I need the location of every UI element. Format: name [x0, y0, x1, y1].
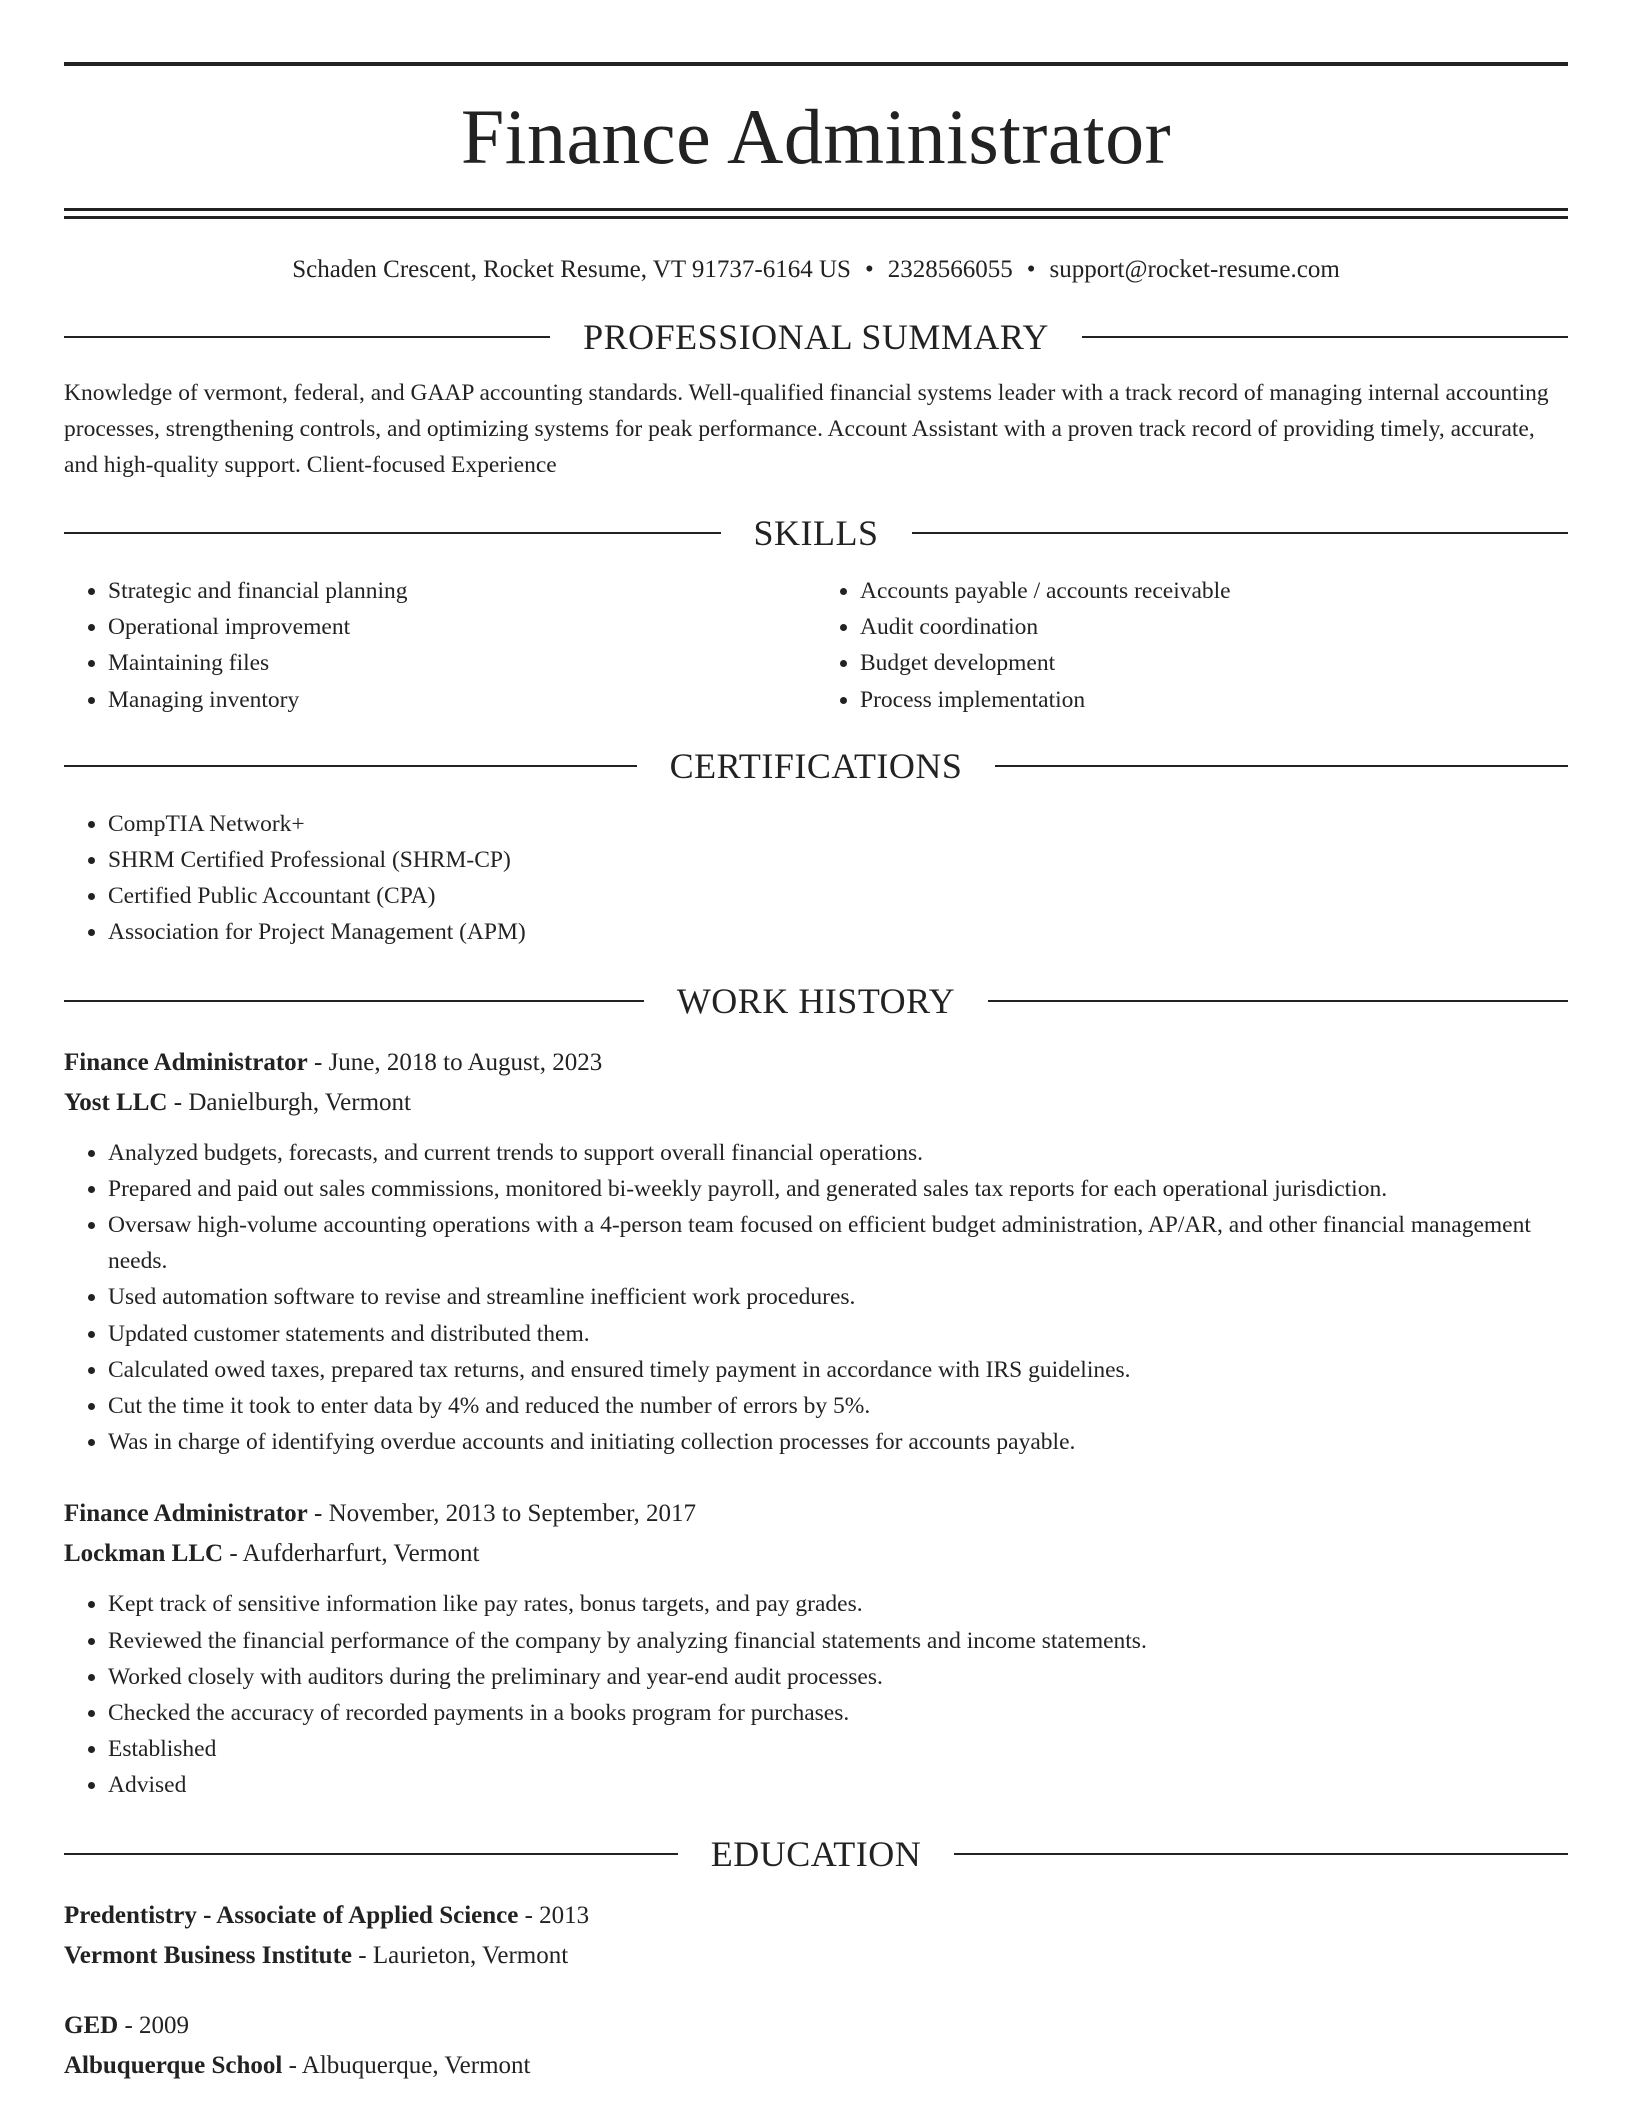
contact-email: support@rocket-resume.com: [1049, 256, 1340, 283]
skills-column-right: [816, 573, 1568, 718]
contact-address: Schaden Crescent, Rocket Resume, VT 91737-6164 US: [292, 256, 851, 283]
job-company-line: [64, 1083, 1568, 1123]
education-school-line: [64, 2046, 1568, 2086]
contact-line: [64, 255, 1568, 285]
education-entry: [64, 2006, 1568, 2086]
job-entry: [64, 1494, 1568, 1574]
list-item: • Advised: [108, 1767, 1568, 1803]
education-degree-line: [64, 2006, 1568, 2046]
list-item: • Operational improvement: [108, 609, 816, 645]
job-title: Finance Administrator: [64, 1500, 308, 1528]
section-title: WORK HISTORY: [676, 980, 956, 1021]
education-year: - 2013: [518, 1901, 590, 1929]
list-item: • Reviewed the financial performance of the company by analyzing financial statements and income statements.: [108, 1623, 1568, 1659]
list-item: • Process implementation: [860, 682, 1568, 718]
skills-list: [64, 573, 1568, 718]
section-heading-summary: [64, 319, 1568, 355]
heading-rule: [64, 336, 550, 338]
job-location: - Aufderharfurt, Vermont: [223, 1540, 480, 1568]
list-item: • Maintaining files: [108, 645, 816, 681]
heading-rule: [1082, 336, 1568, 338]
job-dates: - June, 2018 to August, 2023: [307, 1048, 603, 1076]
education-entry: [64, 1896, 1568, 1976]
list-item: • Established: [108, 1731, 1568, 1767]
education-school: Vermont Business Institute: [64, 1941, 353, 1969]
section-title: SKILLS: [753, 513, 879, 553]
heading-rule: [995, 765, 1568, 767]
heading-rule: [988, 1000, 1568, 1002]
list-item: • Accounts payable / accounts receivable: [860, 573, 1568, 609]
job-bullets: [64, 1586, 1568, 1803]
contact-phone: 2328566055: [887, 256, 1013, 283]
heading-rule: [64, 1000, 644, 1002]
job-company-line: [64, 1534, 1568, 1574]
list-item: • Cut the time it took to enter data by 4% and reduced the number of errors by 5%.: [108, 1388, 1568, 1424]
skills-column-left: [64, 573, 816, 718]
list-item: • Calculated owed taxes, prepared tax returns, and ensured timely payment in accordance with IRS guidelines.: [108, 1352, 1568, 1388]
list-item: • Used automation software to revise and streamline inefficient work procedures.: [108, 1279, 1568, 1315]
job-bullets: [64, 1135, 1568, 1461]
job-location: - Danielburgh, Vermont: [167, 1088, 411, 1116]
list-item: • Certified Public Accountant (CPA): [108, 878, 1568, 914]
list-item: • Managing inventory: [108, 682, 816, 718]
summary-text: Knowledge of vermont, federal, and GAAP accounting standards. Well-qualified financial systems leader with a track record of managing internal accounting processes, strengthening controls, and optimizing systems for peak performance. Account Assistant with a proven track record of providing timely, accurate, and high-quality support. Client-focused Experience: [64, 380, 1549, 478]
education-degree: GED: [64, 2011, 119, 2039]
list-item: • Checked the accuracy of recorded payments in a books program for purchases.: [108, 1695, 1568, 1731]
job-title: Finance Administrator: [64, 1048, 308, 1076]
list-item: • Audit coordination: [860, 609, 1568, 645]
job-title-line: [64, 1494, 1568, 1534]
heading-rule: [64, 532, 721, 534]
list-item: • Analyzed budgets, forecasts, and current trends to support overall financial operations.: [108, 1135, 1568, 1171]
education-school-line: [64, 1936, 1568, 1976]
section-heading-education: [64, 1833, 1568, 1874]
education-year: - 2009: [118, 2011, 190, 2039]
list-item: • Was in charge of identifying overdue accounts and initiating collection processes for accounts payable.: [108, 1424, 1568, 1460]
list-item: • Strategic and financial planning: [108, 573, 816, 609]
section-heading-work-history: [64, 980, 1568, 1021]
heading-rule: [954, 1853, 1568, 1855]
heading-rule: [64, 1853, 678, 1855]
list-item: • Budget development: [860, 645, 1568, 681]
job-company: Lockman LLC: [64, 1540, 224, 1568]
list-item: • CompTIA Network+: [108, 806, 1568, 842]
section-title: EDUCATION: [710, 1833, 922, 1874]
heading-rule: [64, 765, 637, 767]
double-rule: [64, 208, 1568, 219]
education-school: Albuquerque School: [64, 2051, 283, 2079]
section-title: PROFESSIONAL SUMMARY: [583, 317, 1049, 357]
list-item: • Oversaw high-volume accounting operations with a 4-person team focused on efficient budget administration, AP/AR, and other financial management needs.: [108, 1207, 1568, 1279]
top-rule: [64, 62, 1568, 66]
contact-separator: •: [1026, 256, 1036, 283]
job-title-line: [64, 1043, 1568, 1083]
list-item: • Kept track of sensitive information like pay rates, bonus targets, and pay grades.: [108, 1586, 1568, 1622]
section-heading-certifications: [64, 745, 1568, 786]
job-company: Yost LLC: [64, 1088, 168, 1116]
list-item: • Prepared and paid out sales commissions, monitored bi-weekly payroll, and generated sales tax reports for each operational jurisdiction.: [108, 1171, 1568, 1207]
list-item: • Worked closely with auditors during the preliminary and year-end audit processes.: [108, 1659, 1568, 1695]
job-dates: - November, 2013 to September, 2017: [307, 1500, 696, 1528]
education-location: - Albuquerque, Vermont: [282, 2051, 531, 2079]
candidate-name: Finance Administrator: [460, 93, 1172, 180]
certifications-list: [64, 806, 1568, 951]
list-item: • SHRM Certified Professional (SHRM-CP): [108, 842, 1568, 878]
list-item: • Updated customer statements and distributed them.: [108, 1316, 1568, 1352]
section-title: CERTIFICATIONS: [669, 745, 963, 786]
education-degree: Predentistry - Associate of Applied Science: [64, 1901, 519, 1929]
list-item: • Association for Project Management (APM): [108, 914, 1568, 950]
education-degree-line: [64, 1896, 1568, 1936]
section-heading-skills: [64, 515, 1568, 551]
heading-rule: [912, 532, 1569, 534]
job-entry: [64, 1043, 1568, 1123]
education-location: - Laurieton, Vermont: [352, 1941, 569, 1969]
contact-separator: •: [864, 256, 874, 283]
